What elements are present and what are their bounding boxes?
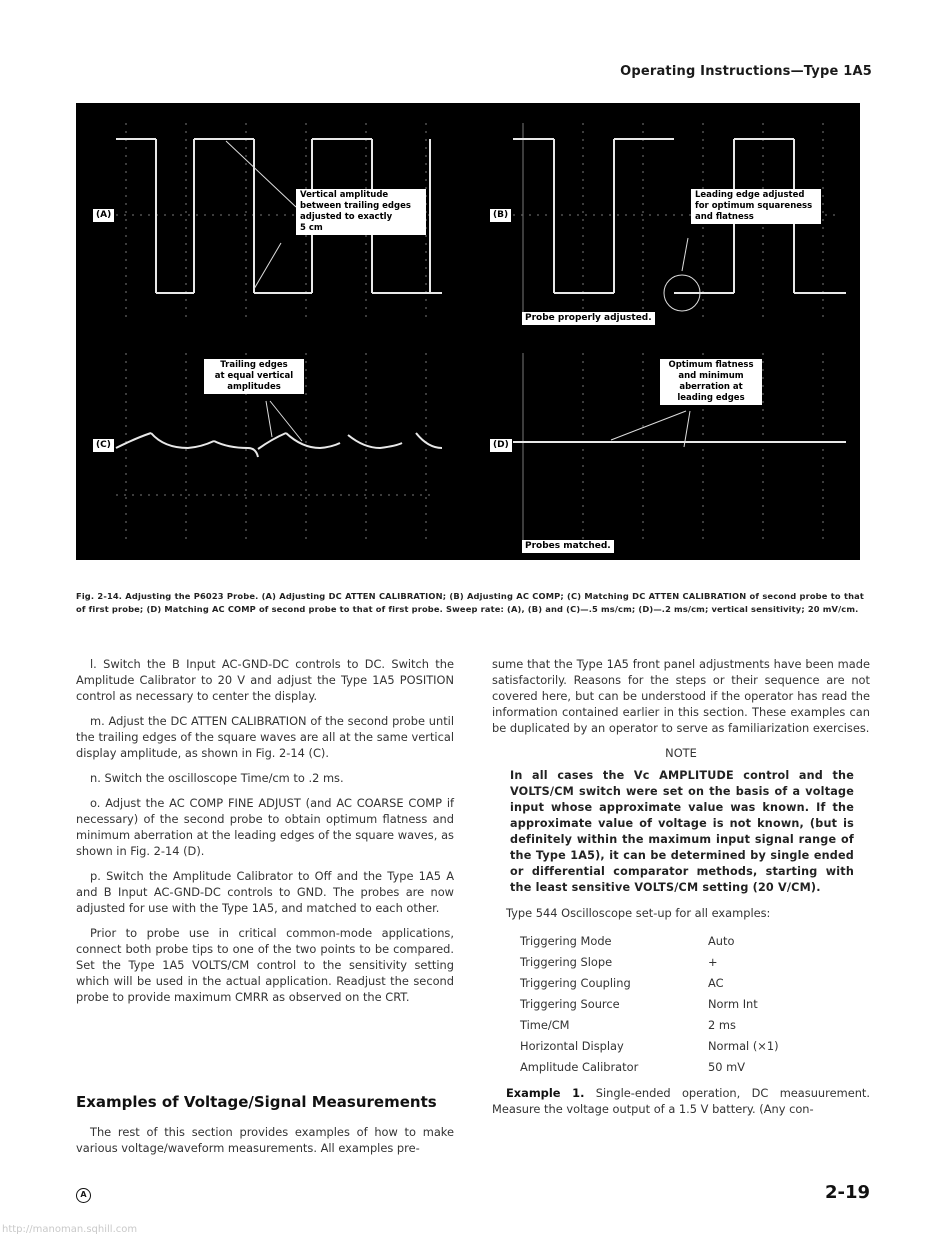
page-number: 2-19 — [824, 1182, 870, 1203]
right-intro: sume that the Type 1A5 front panel adjustments have been made satisfactorily. Reasons for the steps or their sequence are not covered here, but can be understood if the operator has read the information contained earlier in this section. These examples can be duplicated by an operator to serve as familiarization exercises. — [492, 657, 870, 735]
setup-row: Time/CM 2 ms — [520, 1017, 736, 1032]
panel-a-tag: (A) — [93, 209, 114, 222]
graticules — [116, 123, 841, 543]
note-body: In all cases the Vc AMPLITUDE control and the VOLTS/CM switch were set on the basis of a voltage input whose approximate value was known. If the approximate value of voltage is not known, (but is definitely within the maximum input signal range of the Type 1A5), it can be determined by single ended or differential comparator methods, starting with the least sensitive VOLTS/CM setting (20 V/CM). — [510, 769, 854, 894]
step-n: n. Switch the oscilloscope Time/cm to .2 ms. — [90, 771, 344, 785]
right-column — [492, 656, 870, 1126]
panel-d-tag: (D) — [490, 439, 512, 452]
example-1 — [492, 1085, 870, 1117]
setup-table — [520, 930, 779, 1077]
example-text: Single-ended operation, DC measuurement. Measure the voltage output of a 1.5 V battery. (Any con- — [492, 1086, 871, 1116]
note-title: NOTE — [665, 746, 697, 760]
step-p: p. Switch the Amplitude Calibrator to Off and the Type 1A5 A and B Input AC-GND-DC controls to GND. The probes are now adjusted for use with the Type 1A5, and matched to each other. — [76, 869, 454, 915]
running-head: Operating Instructions—Type 1A5 — [620, 64, 872, 79]
panel-b-tag: (B) — [490, 209, 511, 222]
panel-d-footer: Probes matched. — [522, 540, 614, 553]
step-m: m. Adjust the DC ATTEN CALIBRATION of the second probe until the trailing edges of the square waves are all at the same vertical display amplitude, as shown in Fig. 2-14 (C). — [76, 714, 454, 760]
step-o: o. Adjust the AC COMP FINE ADJUST (and AC COARSE COMP if necessary) of the second probe to obtain optimum flatness and minimum aberration at the leading edges of the square waves, as shown in Fig. 2-14 (D). — [76, 796, 454, 858]
setup-row: Amplitude Calibrator 50 mV — [520, 1059, 746, 1074]
panel-d-callout: Optimum flatness and minimum aberration at leading edges — [660, 359, 762, 405]
panel-b-footer: Probe properly adjusted. — [522, 312, 655, 325]
examples-intro: The rest of this section provides examples of how to make various voltage/waveform measurements. All examples pre- — [76, 1125, 454, 1155]
setup-row: Triggering Slope + — [520, 954, 718, 969]
section-heading: Examples of Voltage/Signal Measurements — [76, 1093, 437, 1111]
panel-a-callout: Vertical amplitude between trailing edges adjusted to exactly 5 cm — [296, 189, 426, 235]
common-mode-paragraph: Prior to probe use in critical common-mode applications, connect both probe tips to one of the two points to be compared. Set the Type 1A5 VOLTS/CM control to the sensitivity setting which will be used in the actual application. Readjust the second probe to provide maximum CMRR as observed on the CRT. — [76, 926, 454, 1004]
oscilloscope-traces — [76, 103, 860, 560]
example-label: Example 1. — [506, 1086, 585, 1100]
watermark: http://manoman.sqhill.com — [2, 1224, 138, 1235]
panel-c-tag: (C) — [93, 439, 114, 452]
panel-c-callout: Trailing edges at equal vertical amplitudes — [204, 359, 304, 394]
setup-intro: Type 544 Oscilloscope set-up for all examples: — [506, 906, 771, 920]
setup-row: Horizontal Display Normal (×1) — [520, 1038, 779, 1053]
setup-row: Triggering Source Norm Int — [520, 996, 758, 1011]
left-column — [76, 656, 454, 1014]
setup-row: Triggering Coupling AC — [520, 975, 724, 990]
oscilloscope-figure — [76, 103, 860, 560]
figure-caption: Fig. 2-14. Adjusting the P6023 Probe. (A) Adjusting DC ATTEN CALIBRATION; (B) Adjusting AC COMP; (C) Matching DC ATTEN CALIBRATION of second probe to that of first probe; (D) Matching AC COMP of second probe to that of first probe. Sweep rate: (A), (B) and (C)—.5 ms/cm; (D)—.2 ms/cm; vertical sensitivity; 20 mV/cm. — [76, 591, 864, 614]
tektronix-logo-icon: A — [76, 1188, 91, 1203]
waveform-c — [116, 433, 442, 457]
panel-b-callout: Leading edge adjusted for optimum squareness and flatness — [691, 189, 821, 224]
step-l: l. Switch the B Input AC-GND-DC controls to DC. Switch the Amplitude Calibrator to 20 V and adjust the Type 1A5 POSITION control as necessary to center the display. — [76, 657, 454, 703]
setup-row: Triggering Mode Auto — [520, 933, 735, 948]
waveforms — [116, 139, 846, 457]
